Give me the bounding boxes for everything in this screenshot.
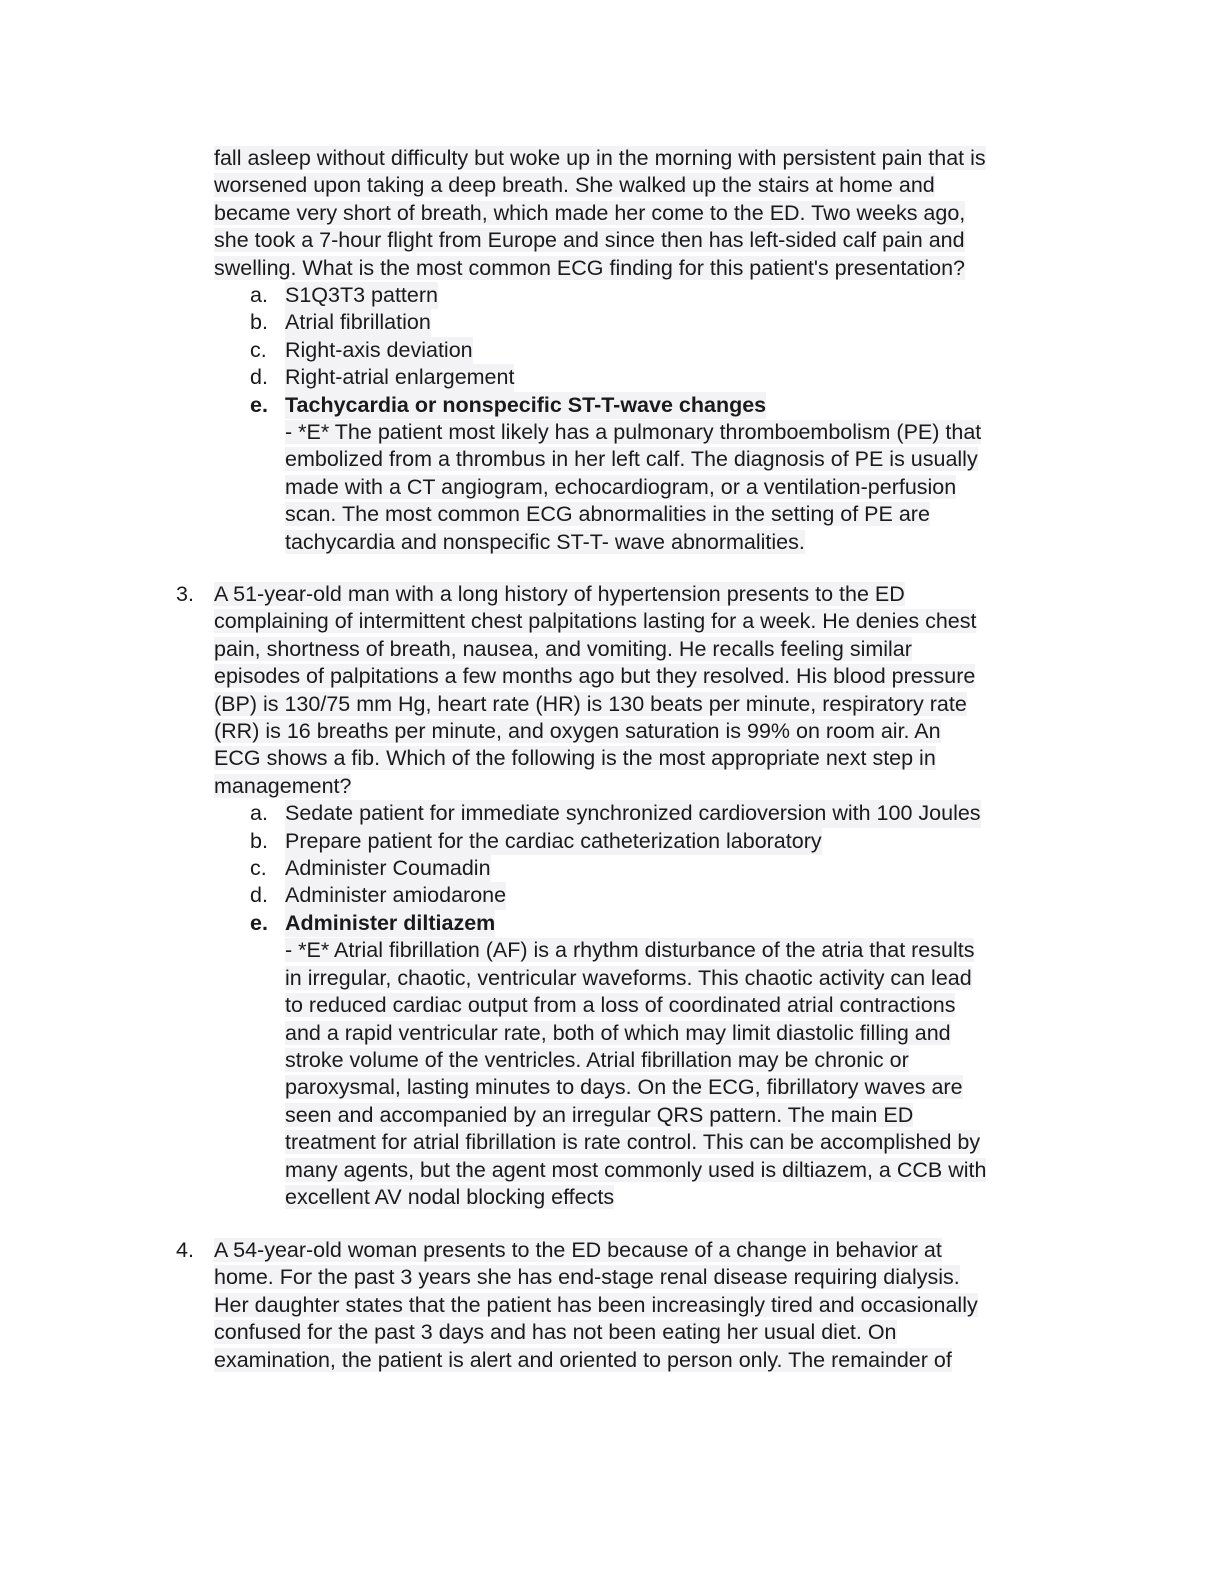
stem-line: examination, the patient is alert and oriented to person only. The remainder of bbox=[214, 1347, 952, 1372]
option-text: S1Q3T3 pattern bbox=[285, 282, 438, 309]
question-2-options bbox=[250, 282, 1094, 556]
explanation-line: to reduced cardiac output from a loss of coordinated atrial contractions bbox=[285, 993, 956, 1018]
option-text: Atrial fibrillation bbox=[285, 309, 431, 336]
option-letter: d. bbox=[250, 365, 268, 390]
option-letter: e. bbox=[250, 910, 268, 935]
explanation-line: excellent AV nodal blocking effects bbox=[285, 1184, 615, 1209]
stem-line: Her daughter states that the patient has been increasingly tired and occasionally bbox=[214, 1292, 978, 1317]
option-text: Prepare patient for the cardiac catheterization laboratory bbox=[285, 828, 822, 855]
question-number: 3. bbox=[176, 582, 194, 606]
stem-line: home. For the past 3 years she has end-stage renal disease requiring dialysis. bbox=[214, 1265, 960, 1290]
option-letter: a. bbox=[250, 283, 268, 308]
explanation-line: - *E* The patient most likely has a pulmonary thromboembolism (PE) that bbox=[285, 420, 982, 445]
stem-line: swelling. What is the most common ECG finding for this patient's presentation? bbox=[214, 255, 965, 280]
stem-line: (RR) is 16 breaths per minute, and oxygen saturation is 99% on room air. An bbox=[214, 719, 941, 744]
answer-option-b bbox=[250, 309, 1094, 336]
question-3-options bbox=[250, 800, 1094, 1211]
option-letter: c. bbox=[250, 337, 267, 362]
option-text: Right-axis deviation bbox=[285, 337, 473, 364]
option-letter: d. bbox=[250, 883, 268, 908]
explanation-line: scan. The most common ECG abnormalities in the setting of PE are bbox=[285, 502, 930, 527]
question-2-stem bbox=[214, 145, 1094, 282]
stem-line: A 54-year-old woman presents to the ED because of a change in behavior at bbox=[214, 1238, 942, 1262]
question-4-stem bbox=[214, 1237, 1094, 1374]
stem-line: fall asleep without difficulty but woke up in the morning with persistent pain that is bbox=[214, 146, 986, 170]
option-letter: b. bbox=[250, 310, 268, 335]
answer-option-c bbox=[250, 855, 1094, 882]
answer-option-e-correct bbox=[250, 392, 1094, 419]
option-text: Administer amiodarone bbox=[285, 882, 506, 909]
option-text: Administer Coumadin bbox=[285, 855, 491, 882]
question-4 bbox=[176, 1237, 1094, 1374]
explanation-line: tachycardia and nonspecific ST-T- wave abnormalities. bbox=[285, 529, 805, 554]
stem-line: complaining of intermittent chest palpitations lasting for a week. He denies chest bbox=[214, 609, 977, 634]
question-3-stem bbox=[214, 581, 1094, 800]
explanation-line: in irregular, chaotic, ventricular waveforms. This chaotic activity can lead bbox=[285, 965, 972, 990]
option-letter: b. bbox=[250, 828, 268, 853]
option-letter: e. bbox=[250, 392, 268, 417]
stem-line: (BP) is 130/75 mm Hg, heart rate (HR) is 130 beats per minute, respiratory rate bbox=[214, 691, 967, 716]
explanation-line: paroxysmal, lasting minutes to days. On the ECG, fibrillatory waves are bbox=[285, 1075, 963, 1100]
explanation-line: and a rapid ventricular rate, both of which may limit diastolic filling and bbox=[285, 1020, 951, 1045]
option-text: Sedate patient for immediate synchronized cardioversion with 100 Joules bbox=[285, 800, 981, 827]
question-3 bbox=[176, 581, 1094, 1211]
option-text: Administer diltiazem bbox=[285, 910, 495, 937]
explanation-line: stroke volume of the ventricles. Atrial fibrillation may be chronic or bbox=[285, 1047, 909, 1072]
option-letter: c. bbox=[250, 856, 267, 881]
question-2-continued bbox=[214, 145, 1094, 556]
explanation-line: - *E* Atrial fibrillation (AF) is a rhythm disturbance of the atria that results bbox=[285, 938, 975, 963]
answer-option-a bbox=[250, 800, 1094, 827]
option-text: Right-atrial enlargement bbox=[285, 364, 514, 391]
stem-line: episodes of palpitations a few months ago but they resolved. His blood pressure bbox=[214, 664, 976, 689]
answer-explanation bbox=[285, 937, 1094, 1211]
stem-line: A 51-year-old man with a long history of hypertension presents to the ED bbox=[214, 582, 905, 606]
stem-line: management? bbox=[214, 773, 352, 798]
answer-option-b bbox=[250, 828, 1094, 855]
stem-line: confused for the past 3 days and has not been eating her usual diet. On bbox=[214, 1320, 897, 1345]
stem-line: ECG shows a fib. Which of the following is the most appropriate next step in bbox=[214, 746, 936, 771]
stem-line: became very short of breath, which made her come to the ED. Two weeks ago, bbox=[214, 200, 966, 225]
stem-line: she took a 7-hour flight from Europe and since then has left-sided calf pain and bbox=[214, 228, 965, 253]
explanation-line: treatment for atrial fibrillation is rate control. This can be accomplished by bbox=[285, 1130, 981, 1155]
explanation-line: many agents, but the agent most commonly used is diltiazem, a CCB with bbox=[285, 1157, 987, 1182]
answer-explanation bbox=[285, 419, 1094, 556]
stem-line: pain, shortness of breath, nausea, and vomiting. He recalls feeling similar bbox=[214, 636, 912, 661]
explanation-line: embolized from a thrombus in her left calf. The diagnosis of PE is usually bbox=[285, 447, 978, 472]
explanation-line: made with a CT angiogram, echocardiogram, or a ventilation-perfusion bbox=[285, 474, 957, 499]
answer-option-c bbox=[250, 337, 1094, 364]
answer-option-a bbox=[250, 282, 1094, 309]
explanation-line: seen and accompanied by an irregular QRS pattern. The main ED bbox=[285, 1102, 914, 1127]
question-number: 4. bbox=[176, 1238, 194, 1262]
option-letter: a. bbox=[250, 801, 268, 826]
option-text: Tachycardia or nonspecific ST-T-wave changes bbox=[285, 392, 766, 419]
answer-option-d bbox=[250, 882, 1094, 909]
answer-option-d bbox=[250, 364, 1094, 391]
stem-line: worsened upon taking a deep breath. She walked up the stairs at home and bbox=[214, 173, 935, 198]
answer-option-e-correct bbox=[250, 910, 1094, 937]
